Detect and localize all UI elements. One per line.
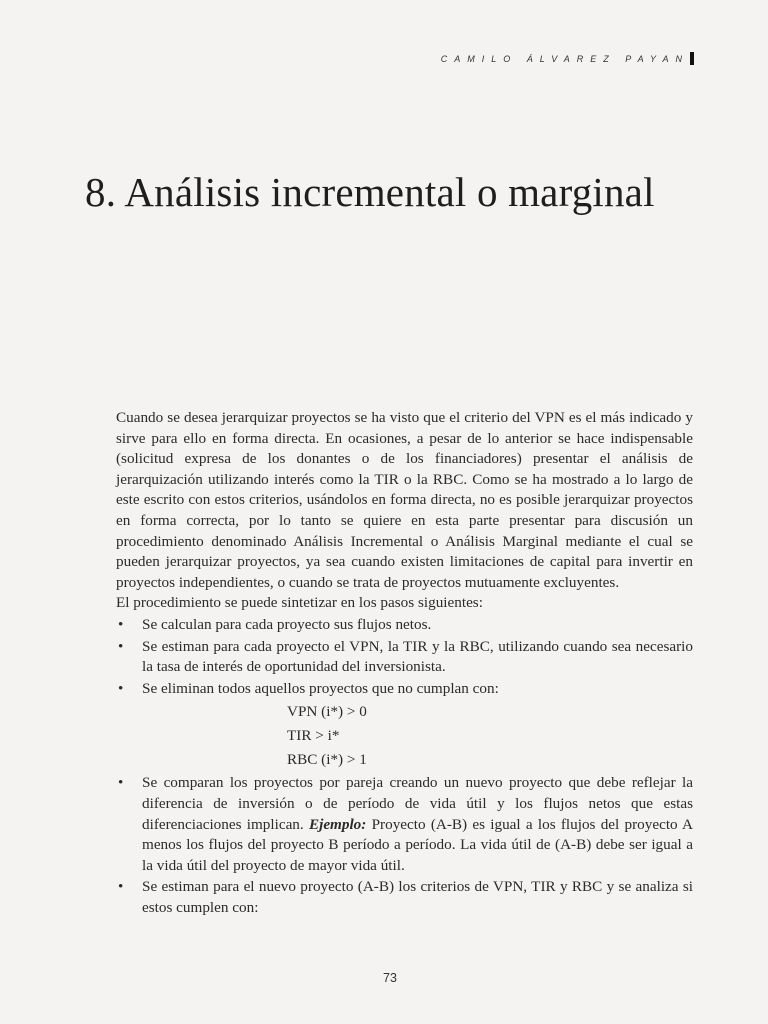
list-item [116, 637, 693, 678]
step-text: Se calculan para cada proyecto sus flujos netos. [142, 615, 432, 633]
bullet-icon: • [118, 637, 124, 655]
step-text: Se estiman para el nuevo proyecto (A-B) los criterios de VPN, TIR y RBC y se analiza si estos cumplen con: [142, 878, 693, 916]
running-header-text: CAMILO ÁLVAREZ PAYAN [440, 53, 689, 64]
paragraph-procedure: El procedimiento se puede sintetizar en los pasos siguientes: [116, 594, 483, 612]
page-number: 73 [383, 971, 397, 985]
step-text: Proyecto (A-B) es igual a los flujos del proyecto A menos los flujos del proyecto B período a período. La vida útil de (A-B) debe ser igual a la vida útil del proyecto de mayor vida útil. [142, 815, 694, 874]
header-bar [690, 52, 694, 65]
bullet-icon: • [118, 679, 124, 697]
bullet-icon: • [118, 774, 124, 792]
running-header [441, 52, 694, 65]
condition-tir: TIR > i* [287, 727, 340, 745]
step-text: Se eliminan todos aquellos proyectos que no cumplan con: [142, 679, 499, 697]
bullet-icon: • [118, 878, 124, 896]
bullet-icon: • [118, 615, 124, 633]
list-item [116, 773, 693, 876]
list-item [116, 615, 693, 636]
step-text: Se estiman para cada proyecto el VPN, la TIR y la RBC, utilizando cuando sea necesario la tasa de interés de oportunidad del inversionista. [142, 637, 693, 676]
condition-vpn: VPN (i*) > 0 [287, 703, 367, 721]
conditions-block [116, 701, 693, 771]
paragraph-intro [116, 408, 693, 593]
chapter-title: 8. Análisis incremental o marginal [85, 169, 655, 215]
condition-rbc: RBC (i*) > 1 [287, 751, 367, 769]
list-item [116, 877, 693, 918]
steps-list [116, 615, 693, 699]
steps-list-continued [116, 773, 693, 918]
body-text [116, 408, 693, 918]
paragraph-1-text: Cuando se desea jerarquizar proyectos se ha visto que el criterio del VPN es el más indicado y sirve para ello en forma directa. En ocasiones, a pesar de lo anterior se hace indispensable (solicitud expresa de los donantes o de los financiadores) presentar el análisis de jerarquización utilizando interés como la TIR o la RBC. Como se ha mostrado a lo largo de este escrito con estos criterios, usándolos en forma directa, no es posible jerarquizar proyectos en forma correcta, por lo tanto se quiere en esta parte presentar para discusión un procedimiento denominado Análisis Incremental o Análisis Marginal mediante el cual se pueden jerarquizar proyectos, ya sea cuando existen limitaciones de capital para invertir en proyectos independientes, o cuando se trata de proyectos mutuamente excluyentes. [116, 409, 693, 591]
example-label: Ejemplo: [308, 815, 367, 833]
step-text: Se comparan los proyectos por pareja creando un nuevo proyecto que debe reflejar la diferencia de inversión o de período de vida útil y los flujos netos que estas diferenciaciones implican. [142, 774, 693, 833]
list-item [116, 679, 693, 700]
